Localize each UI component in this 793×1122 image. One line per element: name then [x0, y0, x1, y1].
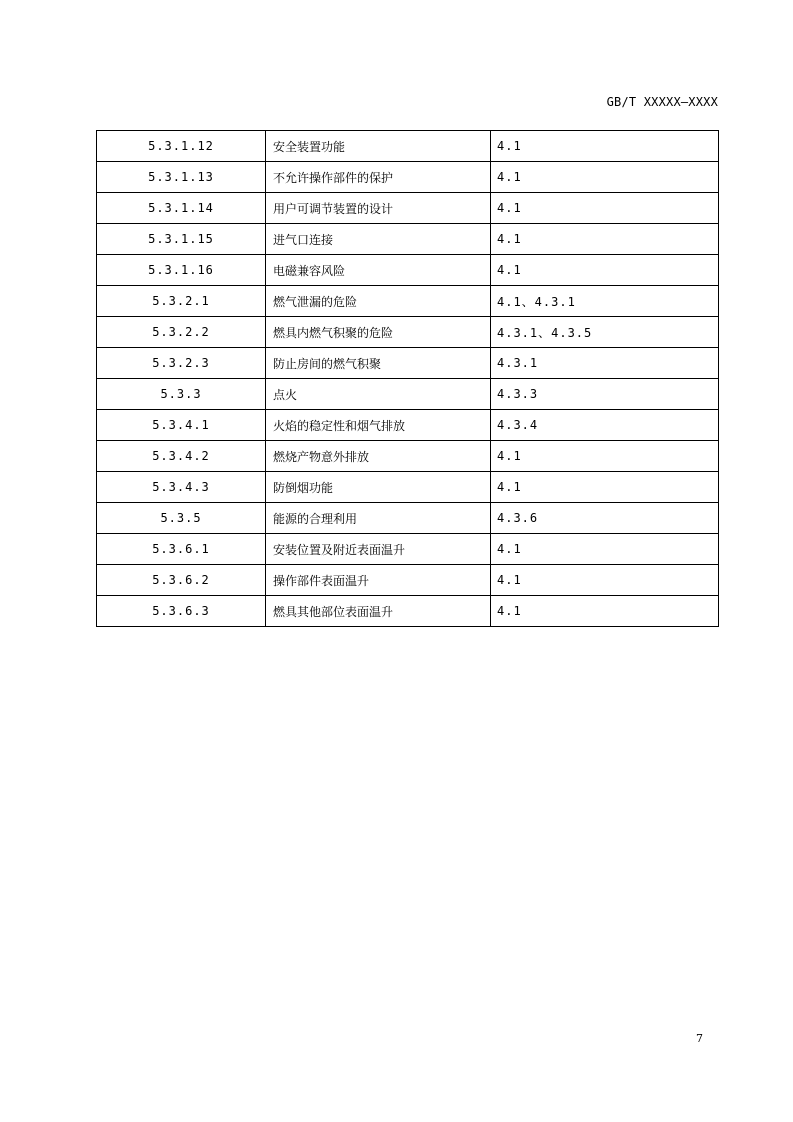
item-cell: 防止房间的燃气积聚 — [266, 348, 491, 379]
reference-cell: 4.1 — [491, 534, 719, 565]
item-cell: 燃烧产物意外排放 — [266, 441, 491, 472]
table-row — [97, 472, 719, 503]
table-row — [97, 379, 719, 410]
item-cell: 进气口连接 — [266, 224, 491, 255]
table-row — [97, 317, 719, 348]
item-cell: 点火 — [266, 379, 491, 410]
item-cell: 能源的合理利用 — [266, 503, 491, 534]
reference-cell: 4.1 — [491, 441, 719, 472]
item-cell: 不允许操作部件的保护 — [266, 162, 491, 193]
item-cell: 防倒烟功能 — [266, 472, 491, 503]
item-cell: 安装位置及附近表面温升 — [266, 534, 491, 565]
clause-cell: 5.3.1.12 — [97, 131, 266, 162]
reference-cell: 4.1 — [491, 255, 719, 286]
clause-cell: 5.3.6.3 — [97, 596, 266, 627]
clause-cell: 5.3.3 — [97, 379, 266, 410]
clause-cell: 5.3.1.16 — [97, 255, 266, 286]
clause-cell: 5.3.4.1 — [97, 410, 266, 441]
standard-code: GB/T XXXXX—XXXX — [606, 95, 718, 109]
reference-cell: 4.1、4.3.1 — [491, 286, 719, 317]
reference-cell: 4.3.6 — [491, 503, 719, 534]
clause-cell: 5.3.6.2 — [97, 565, 266, 596]
table-row — [97, 503, 719, 534]
table-row — [97, 441, 719, 472]
table-row — [97, 162, 719, 193]
reference-cell: 4.3.1、4.3.5 — [491, 317, 719, 348]
table-row — [97, 534, 719, 565]
reference-cell: 4.1 — [491, 162, 719, 193]
item-cell: 操作部件表面温升 — [266, 565, 491, 596]
requirements-table — [96, 130, 719, 627]
table-row — [97, 410, 719, 441]
table-row — [97, 596, 719, 627]
reference-cell: 4.1 — [491, 193, 719, 224]
table-row — [97, 565, 719, 596]
clause-cell: 5.3.4.2 — [97, 441, 266, 472]
clause-cell: 5.3.1.14 — [97, 193, 266, 224]
item-cell: 火焰的稳定性和烟气排放 — [266, 410, 491, 441]
table-row — [97, 286, 719, 317]
item-cell: 燃气泄漏的危险 — [266, 286, 491, 317]
clause-cell: 5.3.5 — [97, 503, 266, 534]
clause-cell: 5.3.2.3 — [97, 348, 266, 379]
item-cell: 燃具其他部位表面温升 — [266, 596, 491, 627]
item-cell: 安全装置功能 — [266, 131, 491, 162]
table-row — [97, 348, 719, 379]
table-row — [97, 193, 719, 224]
page-number: 7 — [696, 1032, 703, 1045]
item-cell: 用户可调节装置的设计 — [266, 193, 491, 224]
clause-cell: 5.3.2.2 — [97, 317, 266, 348]
table-body — [97, 131, 719, 627]
clause-cell: 5.3.2.1 — [97, 286, 266, 317]
table-row — [97, 224, 719, 255]
clause-cell: 5.3.1.15 — [97, 224, 266, 255]
clause-cell: 5.3.1.13 — [97, 162, 266, 193]
reference-cell: 4.1 — [491, 224, 719, 255]
table-row — [97, 131, 719, 162]
reference-cell: 4.1 — [491, 472, 719, 503]
reference-cell: 4.3.1 — [491, 348, 719, 379]
item-cell: 电磁兼容风险 — [266, 255, 491, 286]
clause-cell: 5.3.6.1 — [97, 534, 266, 565]
reference-cell: 4.1 — [491, 565, 719, 596]
clause-cell: 5.3.4.3 — [97, 472, 266, 503]
reference-cell: 4.1 — [491, 596, 719, 627]
table-row — [97, 255, 719, 286]
reference-cell: 4.3.3 — [491, 379, 719, 410]
item-cell: 燃具内燃气积聚的危险 — [266, 317, 491, 348]
reference-cell: 4.1 — [491, 131, 719, 162]
reference-cell: 4.3.4 — [491, 410, 719, 441]
